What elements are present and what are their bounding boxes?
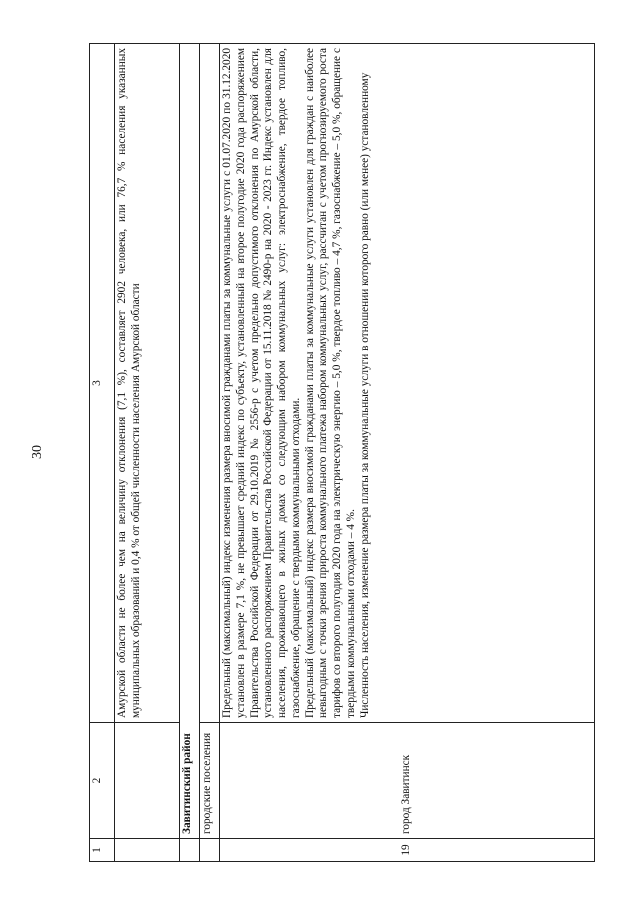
paragraph: Численность населения, изменение размера платы за коммунальные услуги в отношении которого равно (или менее) установленному	[358, 72, 371, 718]
table-row	[200, 44, 220, 862]
row-number: 19	[220, 839, 595, 862]
page-number: 30	[30, 445, 45, 459]
description-cell	[220, 44, 595, 723]
paragraph: Предельный (максимальный) индекс изменения размера вносимой гражданами платы за коммунальные услуги с 01.07.2020 по 31.12.2020 установлен в размере 7,1 %, не превышает средний индекс по субъекту, установленный на второе полугодие 2020 года распоряжением Правительства Российской Федерации от 29.10.2019 № 2556-р с учетом предельно допустимого отклонения по Амурской области, установленного распоряжением Правительства Российской Федерации от 15.11.2018 № 2490-р на 2020 - 2023 гг. Индекс установлен для населения, проживающего в жилых домах со следующим набором коммунальных услуг: электроснабжение, твердое топливо, газоснабжение, обращение с твердыми коммунальными отходами.	[221, 48, 302, 718]
column-header-1: 1	[90, 839, 115, 862]
column-header-3: 3	[90, 44, 115, 723]
column-header-2: 2	[90, 723, 115, 839]
table-header-row	[90, 44, 115, 862]
settlement-name: город Завитинск	[220, 723, 595, 839]
table-row	[180, 44, 200, 862]
settlements-label: городские поселения	[200, 723, 220, 839]
table-row	[220, 44, 595, 862]
table-row	[115, 44, 180, 862]
rotated-document-sheet	[89, 44, 611, 862]
district-name: Завитинский район	[180, 44, 200, 839]
intro-text-cell: Амурской области не более чем на величину отклонения (7,1 %), составляет 2902 человека, или 76,7 % населения указанных муниципальных образований и 0,4 % от общей численности населения Амурской области	[115, 44, 180, 723]
paragraph: Предельный (максимальный) индекс размера вносимой гражданами платы за коммунальные услуги установлен для граждан с наиболее невыгодным с точки зрения прироста коммунального платежа набором коммунальных услуг, рассчитан с учетом прогнозируемого роста тарифов со второго полугодия 2020 года на электрическую энергию – 5,0 %, твердое топливо – 4,7 %, газоснабжение – 5,0 %, обращение с твердыми коммунальными отходами – 4 %.	[303, 48, 358, 718]
index-table	[89, 43, 595, 862]
